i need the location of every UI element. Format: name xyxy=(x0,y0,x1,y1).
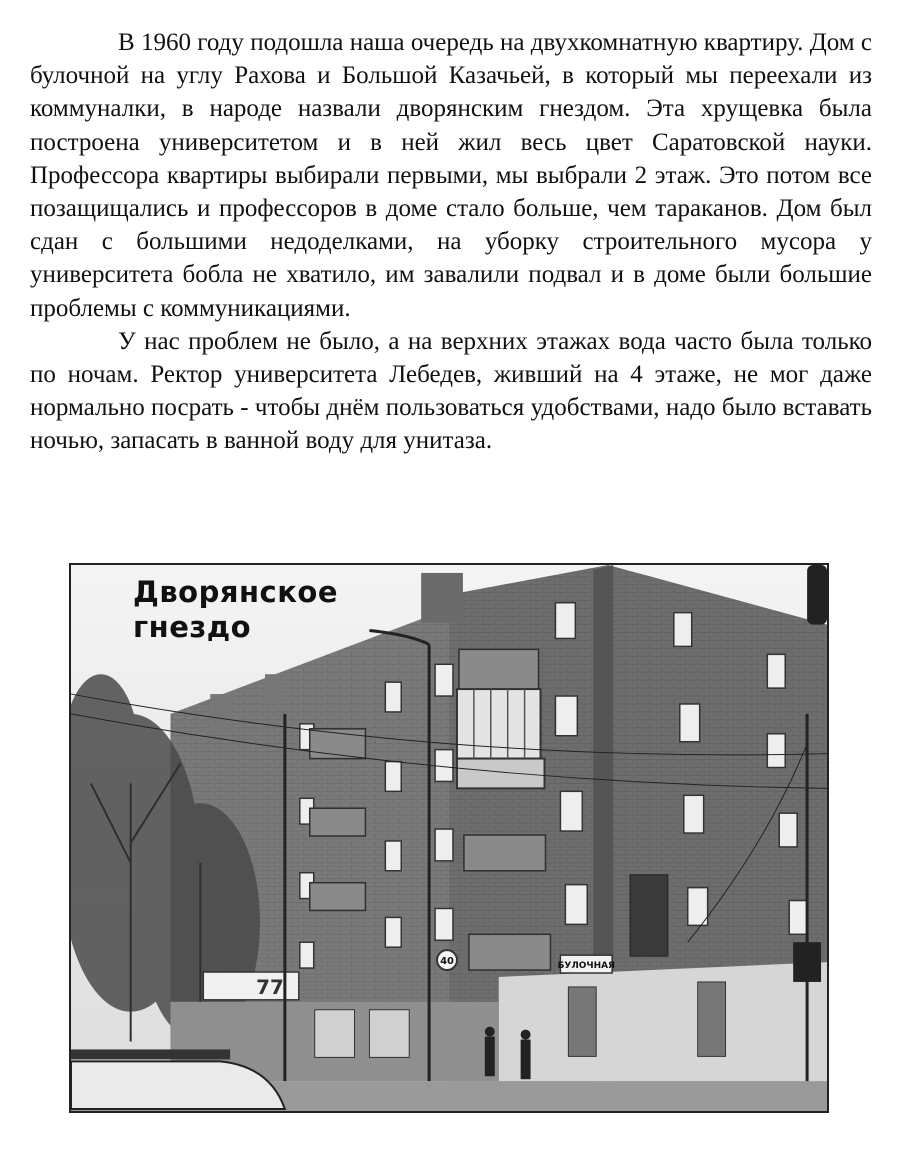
store-sign: 77 xyxy=(256,975,284,999)
paragraph-1: В 1960 году подошла наша очередь на двухкомнатную квартиру. Дом с булочной на углу Рахова и Большой Казачьей, в который мы переехали из коммуналки, в народе назвали дворянским гнездом. Эта хрущевка была построена университетом и в ней жил весь цвет Саратовской науки. Профессора квартиры выбирали первыми, мы выбрали 2 этаж. Это потом все позащищались и профессоров в доме стало больше, чем тараканов. Дом был сдан с большими недоделками, на уборку строительного мусора у университета бобла не хватило, им завалили подвал и в доме были большие проблемы с коммуникациями. xyxy=(30,29,872,322)
speed-sign: 40 xyxy=(440,956,454,968)
caption-line-2: гнездо xyxy=(133,610,252,644)
photo-caption xyxy=(133,575,338,645)
caption-line-1: Дворянское xyxy=(133,575,338,609)
building-photo xyxy=(69,563,829,1113)
bakery-sign: БУЛОЧНАЯ xyxy=(557,961,615,972)
building-illustration xyxy=(71,565,827,1111)
article-text xyxy=(30,26,872,458)
paragraph-2: У нас проблем не было, а на верхних этажах вода часто была только по ночам. Ректор университета Лебедев, живший на 4 этаже, не мог даже нормально посрать - чтобы днём пользоваться удобствами, надо было вставать ночью, запасать в ванной воду для унитаза. xyxy=(30,327,872,455)
